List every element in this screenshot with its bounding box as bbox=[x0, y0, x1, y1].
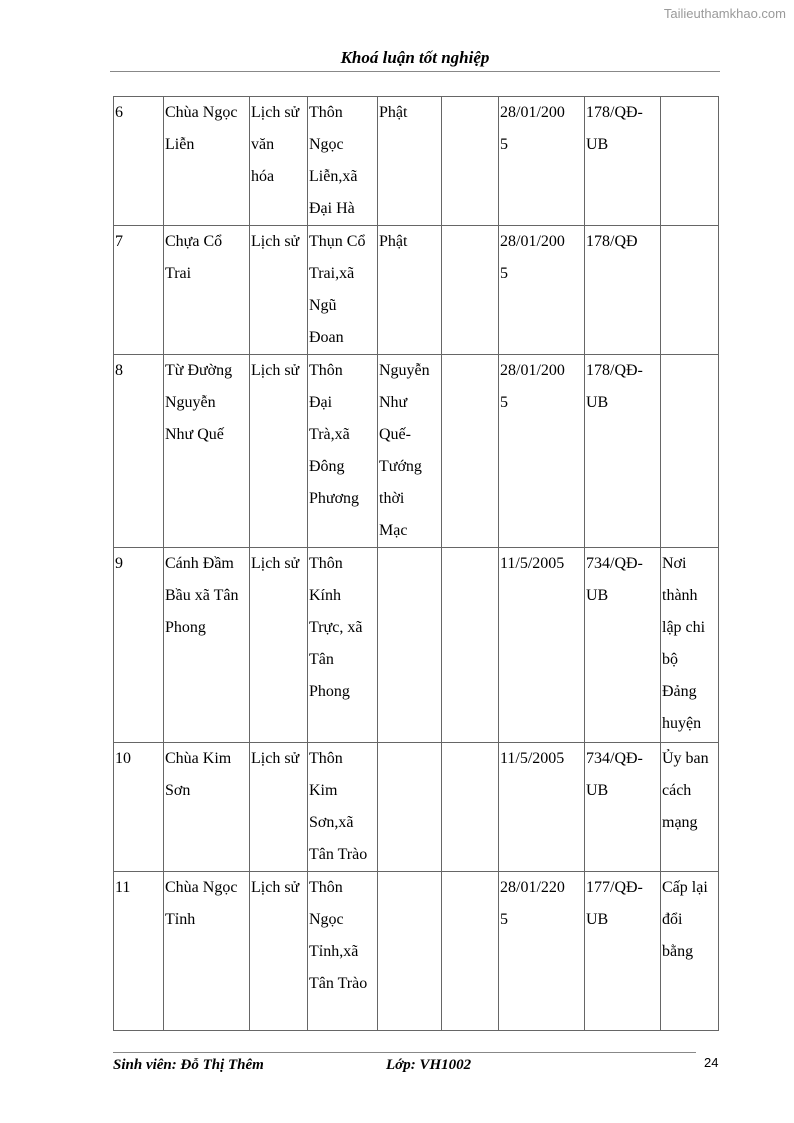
table-cell: 11/5/2005 bbox=[499, 548, 585, 743]
table-cell: 178/QĐ- UB bbox=[585, 97, 661, 226]
table-cell bbox=[442, 872, 499, 1031]
table-row bbox=[114, 548, 719, 743]
table-cell: Lịch sử bbox=[250, 355, 308, 548]
table-cell: Lịch sử bbox=[250, 872, 308, 1031]
header-divider bbox=[110, 71, 720, 72]
table-cell: 28/01/200 5 bbox=[499, 226, 585, 355]
table-cell bbox=[442, 355, 499, 548]
watermark: Tailieuthamkhao.com bbox=[663, 6, 786, 21]
table-cell: Thôn Ngọc Tỉnh,xã Tân Trào bbox=[308, 872, 378, 1031]
table-row bbox=[114, 355, 719, 548]
table-cell: 178/QĐ- UB bbox=[585, 355, 661, 548]
table-row bbox=[114, 872, 719, 1031]
table-cell: Thụn Cổ Trai,xã Ngũ Đoan bbox=[308, 226, 378, 355]
table-cell: 734/QĐ- UB bbox=[585, 743, 661, 872]
table-cell bbox=[442, 97, 499, 226]
table-cell: Lịch sử văn hóa bbox=[250, 97, 308, 226]
footer-divider bbox=[113, 1052, 696, 1053]
page-header-title: Khoá luận tốt nghiệp bbox=[340, 48, 490, 67]
table-cell: 11 bbox=[114, 872, 164, 1031]
table-cell bbox=[661, 97, 719, 226]
table-cell: Lịch sử bbox=[250, 548, 308, 743]
table-cell: Nguyễn Như Quế- Tướng thời Mạc bbox=[378, 355, 442, 548]
table-cell: Thôn Kim Sơn,xã Tân Trào bbox=[308, 743, 378, 872]
table-cell: 9 bbox=[114, 548, 164, 743]
table-cell: 10 bbox=[114, 743, 164, 872]
table-cell: Cấp lại đổi bằng bbox=[661, 872, 719, 1031]
table-cell: 28/01/200 5 bbox=[499, 97, 585, 226]
page-number: 24 bbox=[704, 1055, 719, 1070]
table-cell bbox=[442, 226, 499, 355]
table-cell bbox=[378, 743, 442, 872]
table-cell bbox=[442, 548, 499, 743]
table-cell: 6 bbox=[114, 97, 164, 226]
table-cell: 8 bbox=[114, 355, 164, 548]
table-cell: 11/5/2005 bbox=[499, 743, 585, 872]
footer-class: Lớp: VH1002 bbox=[386, 1057, 472, 1073]
table-cell: Chựa Cổ Trai bbox=[164, 226, 250, 355]
table-cell: Phật bbox=[378, 226, 442, 355]
table-cell: Chùa Kim Sơn bbox=[164, 743, 250, 872]
table-cell: Chùa Ngọc Liễn bbox=[164, 97, 250, 226]
table-cell: Lịch sử bbox=[250, 226, 308, 355]
table-cell: Thôn Đại Trà,xã Đông Phương bbox=[308, 355, 378, 548]
relic-table bbox=[113, 96, 719, 1031]
table-cell: 28/01/200 5 bbox=[499, 355, 585, 548]
table-cell: 177/QĐ- UB bbox=[585, 872, 661, 1031]
table-cell: Lịch sử bbox=[250, 743, 308, 872]
table-row bbox=[114, 226, 719, 355]
table-cell: 734/QĐ- UB bbox=[585, 548, 661, 743]
table-cell bbox=[661, 226, 719, 355]
table-cell: 28/01/220 5 bbox=[499, 872, 585, 1031]
footer-student: Sinh viên: Đỗ Thị Thêm bbox=[113, 1057, 264, 1073]
table-row bbox=[114, 743, 719, 872]
table-row bbox=[114, 97, 719, 226]
table-cell: Cánh Đầm Bầu xã Tân Phong bbox=[164, 548, 250, 743]
table-cell: 178/QĐ bbox=[585, 226, 661, 355]
table-cell: Thôn Kính Trực, xã Tân Phong bbox=[308, 548, 378, 743]
table-cell: Chùa Ngọc Tỉnh bbox=[164, 872, 250, 1031]
table-cell bbox=[442, 743, 499, 872]
table-cell: Nơi thành lập chi bộ Đảng huyện bbox=[661, 548, 719, 743]
table-cell bbox=[661, 355, 719, 548]
table-cell: Từ Đường Nguyễn Như Quế bbox=[164, 355, 250, 548]
table-cell: 7 bbox=[114, 226, 164, 355]
table-cell: Ủy ban cách mạng bbox=[661, 743, 719, 872]
table-cell bbox=[378, 872, 442, 1031]
table-cell: Phật bbox=[378, 97, 442, 226]
table-cell: Thôn Ngọc Liễn,xã Đại Hà bbox=[308, 97, 378, 226]
table-cell bbox=[378, 548, 442, 743]
